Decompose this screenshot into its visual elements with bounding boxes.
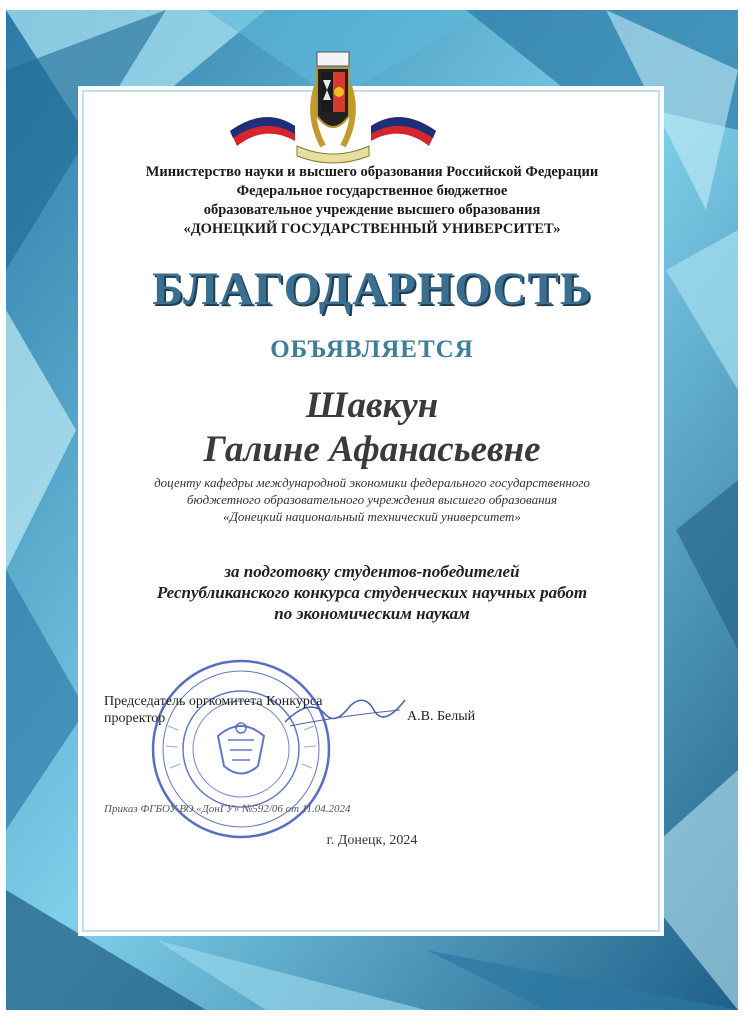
ministry-line: «ДОНЕЦКИЙ ГОСУДАРСТВЕННЫЙ УНИВЕРСИТЕТ» bbox=[183, 221, 561, 237]
announce-text: ОБЪЯВЛЯЕТСЯ bbox=[270, 336, 474, 363]
university-emblem-icon bbox=[225, 46, 441, 166]
position-line: бюджетного образовательного учреждения высшего образования bbox=[186, 492, 558, 507]
signatory-name: А.В. Белый bbox=[407, 709, 476, 724]
recipient-position bbox=[80, 474, 664, 525]
signatory-role-line: Председатель оргкомитета Конкурса bbox=[104, 694, 323, 709]
reason-line: за подготовку студентов-победителей bbox=[224, 562, 520, 581]
ministry-line: образовательное учреждение высшего образования bbox=[203, 202, 541, 218]
reason-line: Республиканского конкурса студенческих научных работ bbox=[156, 583, 588, 602]
recipient-given-name: Галине Афанасьевне bbox=[203, 429, 541, 470]
position-line: «Донецкий национальный технический университет» bbox=[223, 509, 521, 524]
signatory-role bbox=[104, 693, 322, 727]
signatory-role-line: проректор bbox=[104, 711, 166, 726]
ministry-line: Федеральное государственное бюджетное bbox=[236, 183, 508, 199]
city-year: г. Донецк, 2024 bbox=[326, 833, 418, 848]
recipient-surname: Шавкун bbox=[305, 385, 439, 426]
certificate-title: БЛАГОДАРНОСТЬ bbox=[152, 263, 592, 315]
order-reference: Приказ ФГБОУ ВО «ДонГУ» №592/06 от 11.04.2024 bbox=[104, 803, 351, 815]
award-reason bbox=[80, 561, 664, 624]
ministry-line: Министерство науки и высшего образования Российской Федерации bbox=[145, 164, 599, 180]
position-line: доценту кафедры международной экономики федерального государственного bbox=[154, 475, 590, 490]
ministry-header bbox=[80, 163, 664, 239]
reason-line: по экономическим наукам bbox=[274, 604, 470, 623]
